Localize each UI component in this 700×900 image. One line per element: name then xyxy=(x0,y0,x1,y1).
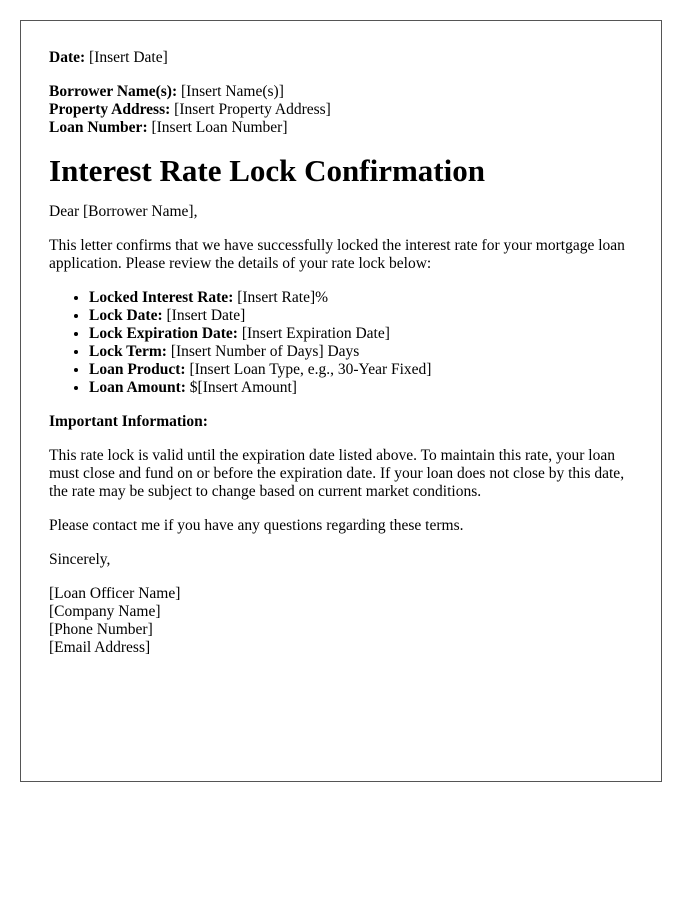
detail-label: Lock Term: xyxy=(89,343,167,360)
date-line xyxy=(49,49,633,67)
contact-paragraph: Please contact me if you have any questions regarding these terms. xyxy=(49,517,464,534)
detail-value: [Insert Loan Type, e.g., 30-Year Fixed] xyxy=(189,361,432,378)
detail-expiration-date xyxy=(89,325,633,343)
detail-label: Locked Interest Rate: xyxy=(89,289,234,306)
letter-title: Interest Rate Lock Confirmation xyxy=(49,153,485,188)
property-label: Property Address: xyxy=(49,101,171,118)
important-paragraph: This rate lock is valid until the expiration date listed above. To maintain this rate, your loan must close and fund on or before the expiration date. If your loan does not close by this date, the rate may be subject to change based on current market conditions. xyxy=(49,447,625,500)
detail-value: $[Insert Amount] xyxy=(189,379,297,396)
signature-email: [Email Address] xyxy=(49,639,151,656)
date-value: [Insert Date] xyxy=(89,49,168,66)
detail-value: [Insert Number of Days] Days xyxy=(170,343,360,360)
salutation: Dear [Borrower Name], xyxy=(49,203,198,220)
date-label: Date: xyxy=(49,49,86,66)
signature-block xyxy=(49,585,633,657)
detail-label: Loan Amount: xyxy=(89,379,186,396)
detail-lock-date xyxy=(89,307,633,325)
detail-label: Lock Expiration Date: xyxy=(89,325,238,342)
rate-lock-details-list xyxy=(49,289,633,397)
detail-label: Lock Date: xyxy=(89,307,163,324)
detail-loan-amount xyxy=(89,379,633,397)
borrower-value: [Insert Name(s)] xyxy=(181,83,284,100)
property-line xyxy=(49,101,633,119)
detail-value: [Insert Expiration Date] xyxy=(241,325,390,342)
detail-lock-term xyxy=(89,343,633,361)
signature-officer: [Loan Officer Name] xyxy=(49,585,181,602)
property-value: [Insert Property Address] xyxy=(174,101,331,118)
borrower-label: Borrower Name(s): xyxy=(49,83,178,100)
closing: Sincerely, xyxy=(49,551,111,568)
loan-number-value: [Insert Loan Number] xyxy=(151,119,288,136)
loan-info-block xyxy=(49,83,633,137)
detail-interest-rate xyxy=(89,289,633,307)
detail-value: [Insert Date] xyxy=(166,307,246,324)
intro-paragraph: This letter confirms that we have successfully locked the interest rate for your mortgage loan application. Please review the details of your rate lock below: xyxy=(49,237,625,272)
signature-phone: [Phone Number] xyxy=(49,621,153,638)
detail-loan-product xyxy=(89,361,633,379)
signature-company: [Company Name] xyxy=(49,603,161,620)
detail-label: Loan Product: xyxy=(89,361,186,378)
loan-number-line xyxy=(49,119,633,137)
letter-document xyxy=(20,20,662,782)
important-heading: Important Information: xyxy=(49,413,208,430)
loan-number-label: Loan Number: xyxy=(49,119,148,136)
detail-value: [Insert Rate]% xyxy=(237,289,329,306)
borrower-line xyxy=(49,83,633,101)
